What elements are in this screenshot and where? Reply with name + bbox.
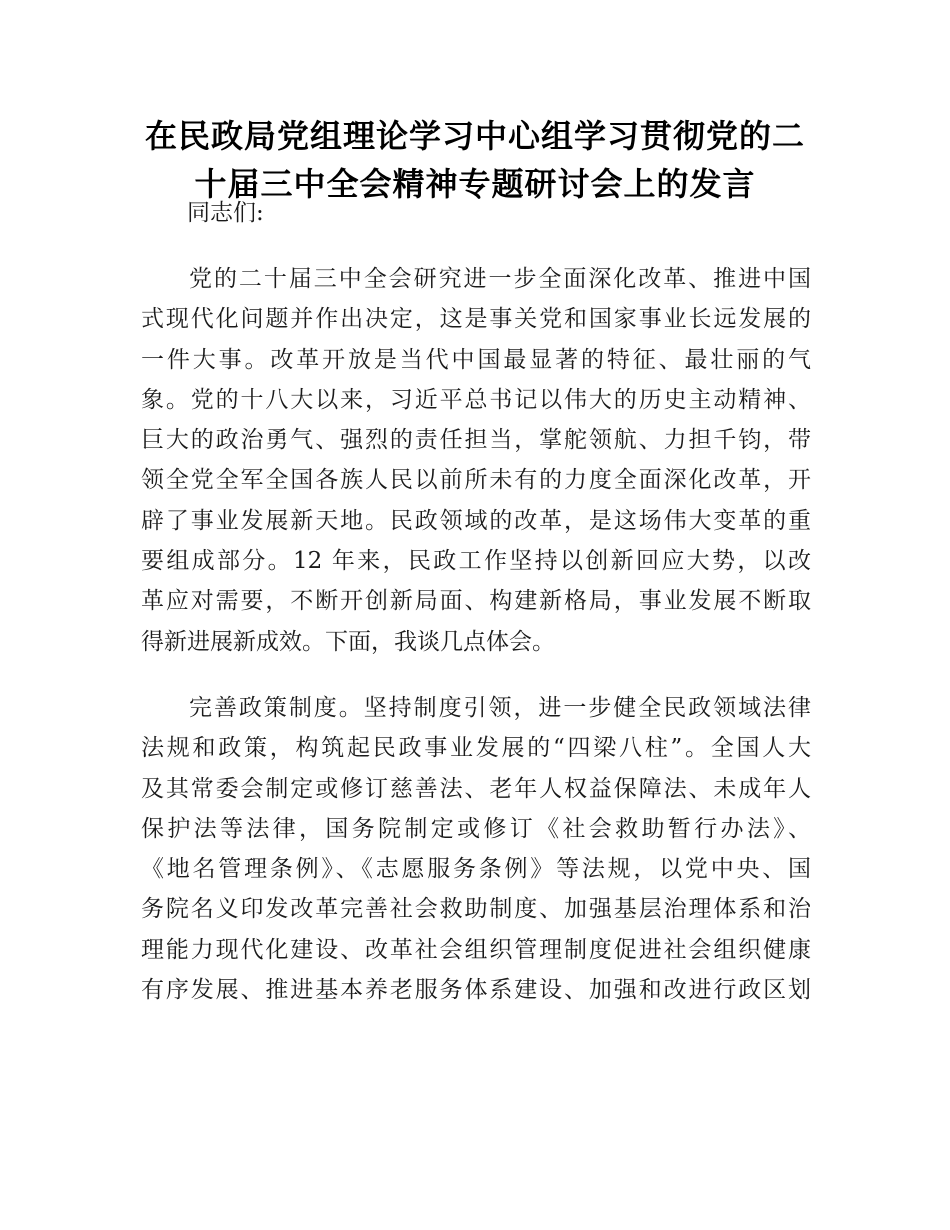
title-line-1: 在民政局党组理论学习中心组学习贯彻党的二	[144, 117, 805, 155]
paragraph-line: 革应对需要，不断开创新局面、构建新格局，事业发展不断取	[141, 588, 811, 615]
paragraph-line: 法规和政策，构筑起民政事业发展的“四梁八柱”。全国人大	[141, 735, 811, 762]
paragraph-line: 完善政策制度。坚持制度引领，进一步健全民政领域法律	[189, 694, 811, 721]
paragraph-line: 领全党全军全国各族人民以前所未有的力度全面深化改革，开	[141, 467, 811, 494]
paragraph-line: 式现代化问题并作出决定，这是事关党和国家事业长远发展的	[141, 306, 811, 333]
paragraph-line: 辟了事业发展新天地。民政领域的改革，是这场伟大变革的重	[141, 507, 811, 534]
paragraph-line: 保护法等法律，国务院制定或修订《社会救助暂行办法》、	[141, 815, 811, 842]
document-body	[141, 193, 811, 1010]
salutation: 同志们:	[187, 200, 264, 226]
paragraph-line: 《地名管理条例》、《志愿服务条例》等法规，以党中央、国	[141, 856, 811, 883]
paragraph-line: 及其常委会制定或修订慈善法、老年人权益保障法、未成年人	[141, 775, 811, 802]
paragraph-line: 巨大的政治勇气、强烈的责任担当，掌舵领航、力担千钧，带	[141, 427, 811, 454]
paragraph-1	[141, 259, 811, 662]
paragraph-line: 一件大事。改革开放是当代中国最显著的特征、最壮丽的气	[141, 346, 811, 373]
paragraph-line: 象。党的十八大以来，习近平总书记以伟大的历史主动精神、	[141, 386, 811, 413]
paragraph-2	[141, 688, 811, 1010]
title-line-2: 十届三中全会精神专题研讨会上的发言	[194, 165, 756, 203]
paragraph-line: 理能力现代化建设、改革社会组织管理制度促进社会组织健康	[141, 936, 811, 963]
paragraph-line: 有序发展、推进基本养老服务体系建设、加强和改进行政区划	[141, 977, 811, 1004]
paragraph-line: 要组成部分。12 年来，民政工作坚持以创新回应大势，以改	[141, 548, 811, 575]
paragraph-line: 得新进展新成效。下面，我谈几点体会。	[141, 628, 555, 655]
paragraph-line: 党的二十届三中全会研究进一步全面深化改革、推进中国	[189, 266, 811, 292]
paragraph-line: 务院名义印发改革完善社会救助制度、加强基层治理体系和治	[141, 896, 811, 923]
